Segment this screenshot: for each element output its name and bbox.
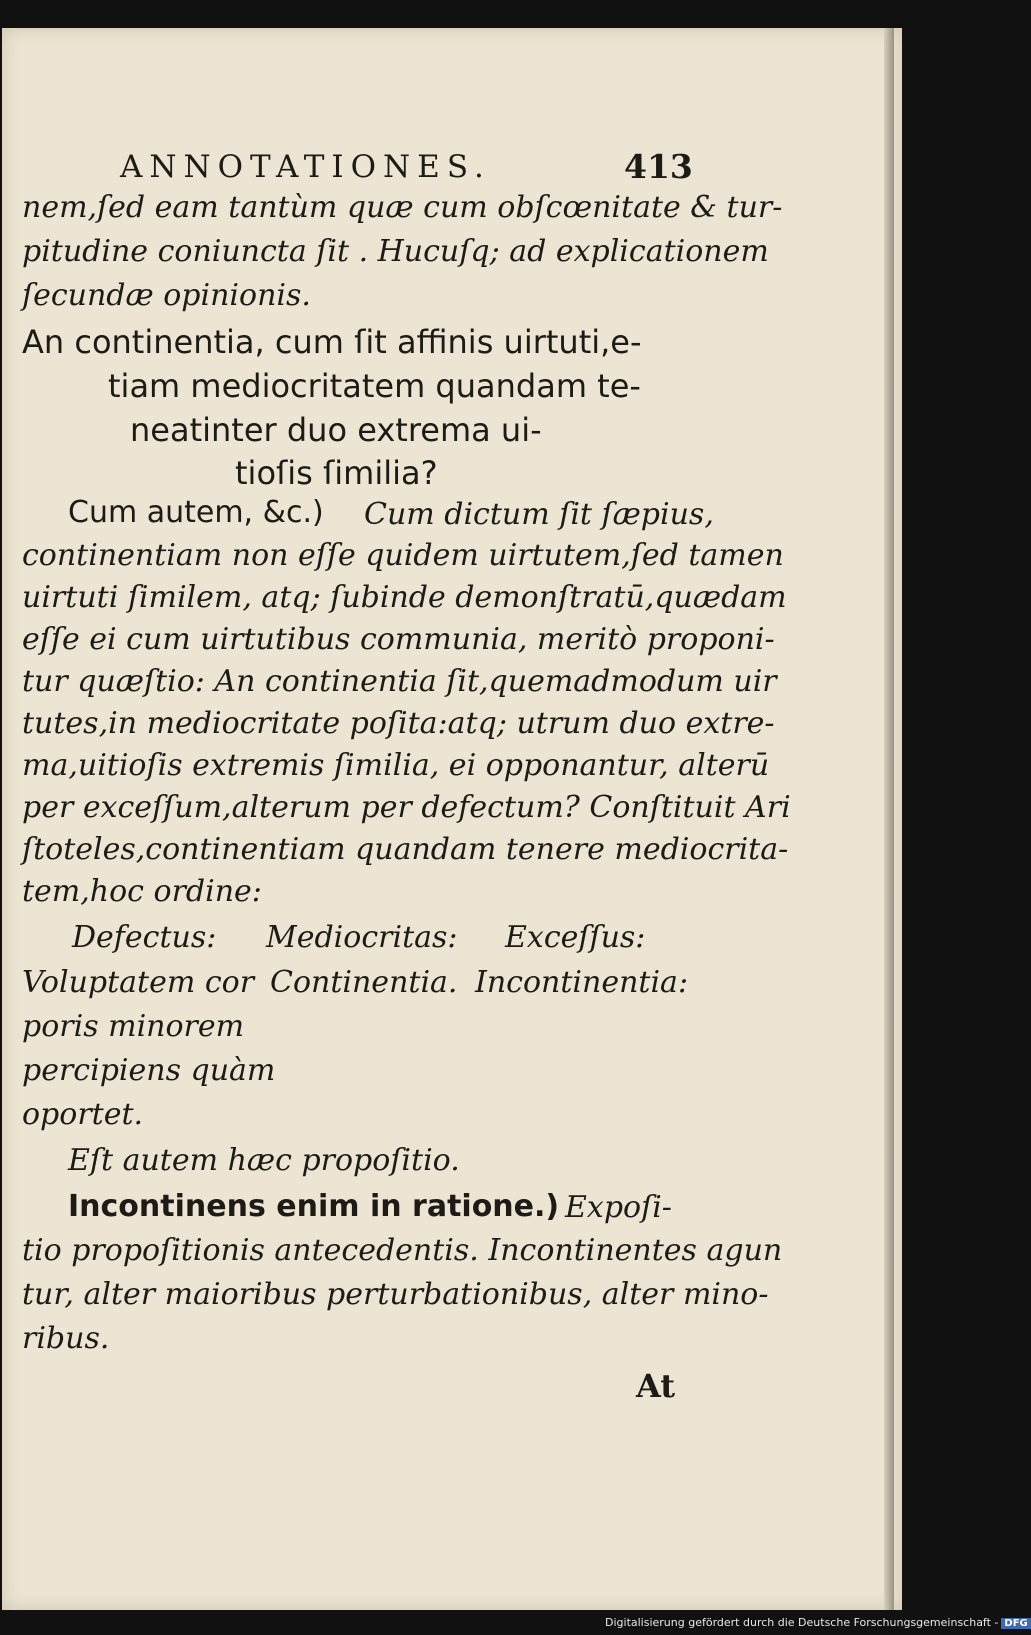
running-title: ANNOTATIONES. xyxy=(120,149,491,185)
table-header-mean: Mediocritas: xyxy=(266,920,458,955)
page-edge xyxy=(884,28,894,1610)
table-header-defect: Defectus: xyxy=(72,920,217,955)
commentary-line: ma,uitioſis extremis ſimilia, ei opponantur, alterū xyxy=(22,748,770,783)
commentary-line: ſtoteles,continentiam quandam tenere mediocrita- xyxy=(22,832,789,867)
table-mean: Continentia. xyxy=(270,965,458,1000)
closing-line: ribus. xyxy=(22,1321,110,1356)
dfg-logo: DFG xyxy=(1001,1618,1030,1629)
lemma: Cum autem, &c.) xyxy=(68,495,324,530)
commentary-line: eſſe ei cum uirtutibus communia, meritò proponi- xyxy=(22,622,775,657)
page-number: 413 xyxy=(624,147,693,186)
commentary-line: per exceſſum,alterum per defectum? Conſtituit Ari xyxy=(22,790,791,825)
closing-line: Expoſi- xyxy=(565,1190,672,1225)
closing-line: tur, alter maioribus perturbationibus, alter mino- xyxy=(22,1277,769,1312)
body-line: ſecundæ opinionis. xyxy=(22,278,311,313)
question-line: neatinter duo extrema ui- xyxy=(130,411,542,449)
body-line: nem,ſed eam tantùm quæ cum obſcœnitate & tur- xyxy=(22,190,783,225)
closing-line: tio propoſitionis antecedentis. Incontinentes agun xyxy=(22,1233,783,1268)
table-header-excess: Exceſſus: xyxy=(505,920,646,955)
lemma-2: Incontinens enim in ratione.) xyxy=(68,1189,560,1224)
proposition-line: Eſt autem hæc propoſitio. xyxy=(68,1143,460,1178)
table-defect-line: oportet. xyxy=(22,1097,144,1132)
credit-text: Digitalisierung gefördert durch die Deutsche Forschungsgemeinschaft - xyxy=(605,1616,999,1629)
commentary-line: continentiam non eſſe quidem uirtutem,ſed tamen xyxy=(22,538,784,573)
commentary-line: tur quæſtio: An continentia ſit,quemadmodum uir xyxy=(22,664,777,699)
catchword: At xyxy=(636,1367,676,1405)
commentary-line: Cum dictum ſit ſæpius, xyxy=(364,497,714,532)
digitization-credit xyxy=(605,1616,1031,1629)
question-line: An continentia, cum ſit affinis uirtuti,e- xyxy=(22,323,642,361)
commentary-line: tem,hoc ordine: xyxy=(22,874,262,909)
table-defect-line: percipiens quàm xyxy=(22,1053,276,1088)
commentary-line: uirtuti ſimilem, atq; ſubinde demonſtratū,quædam xyxy=(22,580,787,615)
body-line: pitudine coniuncta ſit . Hucuſq; ad explicationem xyxy=(22,234,769,269)
table-excess: Incontinentia: xyxy=(475,965,689,1000)
question-line: tiam mediocritatem quandam te- xyxy=(108,367,641,405)
commentary-line: tutes,in mediocritate poſita:atq; utrum duo extre- xyxy=(22,706,775,741)
table-defect-line: Voluptatem cor xyxy=(22,965,255,1000)
table-defect-line: poris minorem xyxy=(22,1009,245,1044)
question-line: tioſis ſimilia? xyxy=(235,454,438,492)
